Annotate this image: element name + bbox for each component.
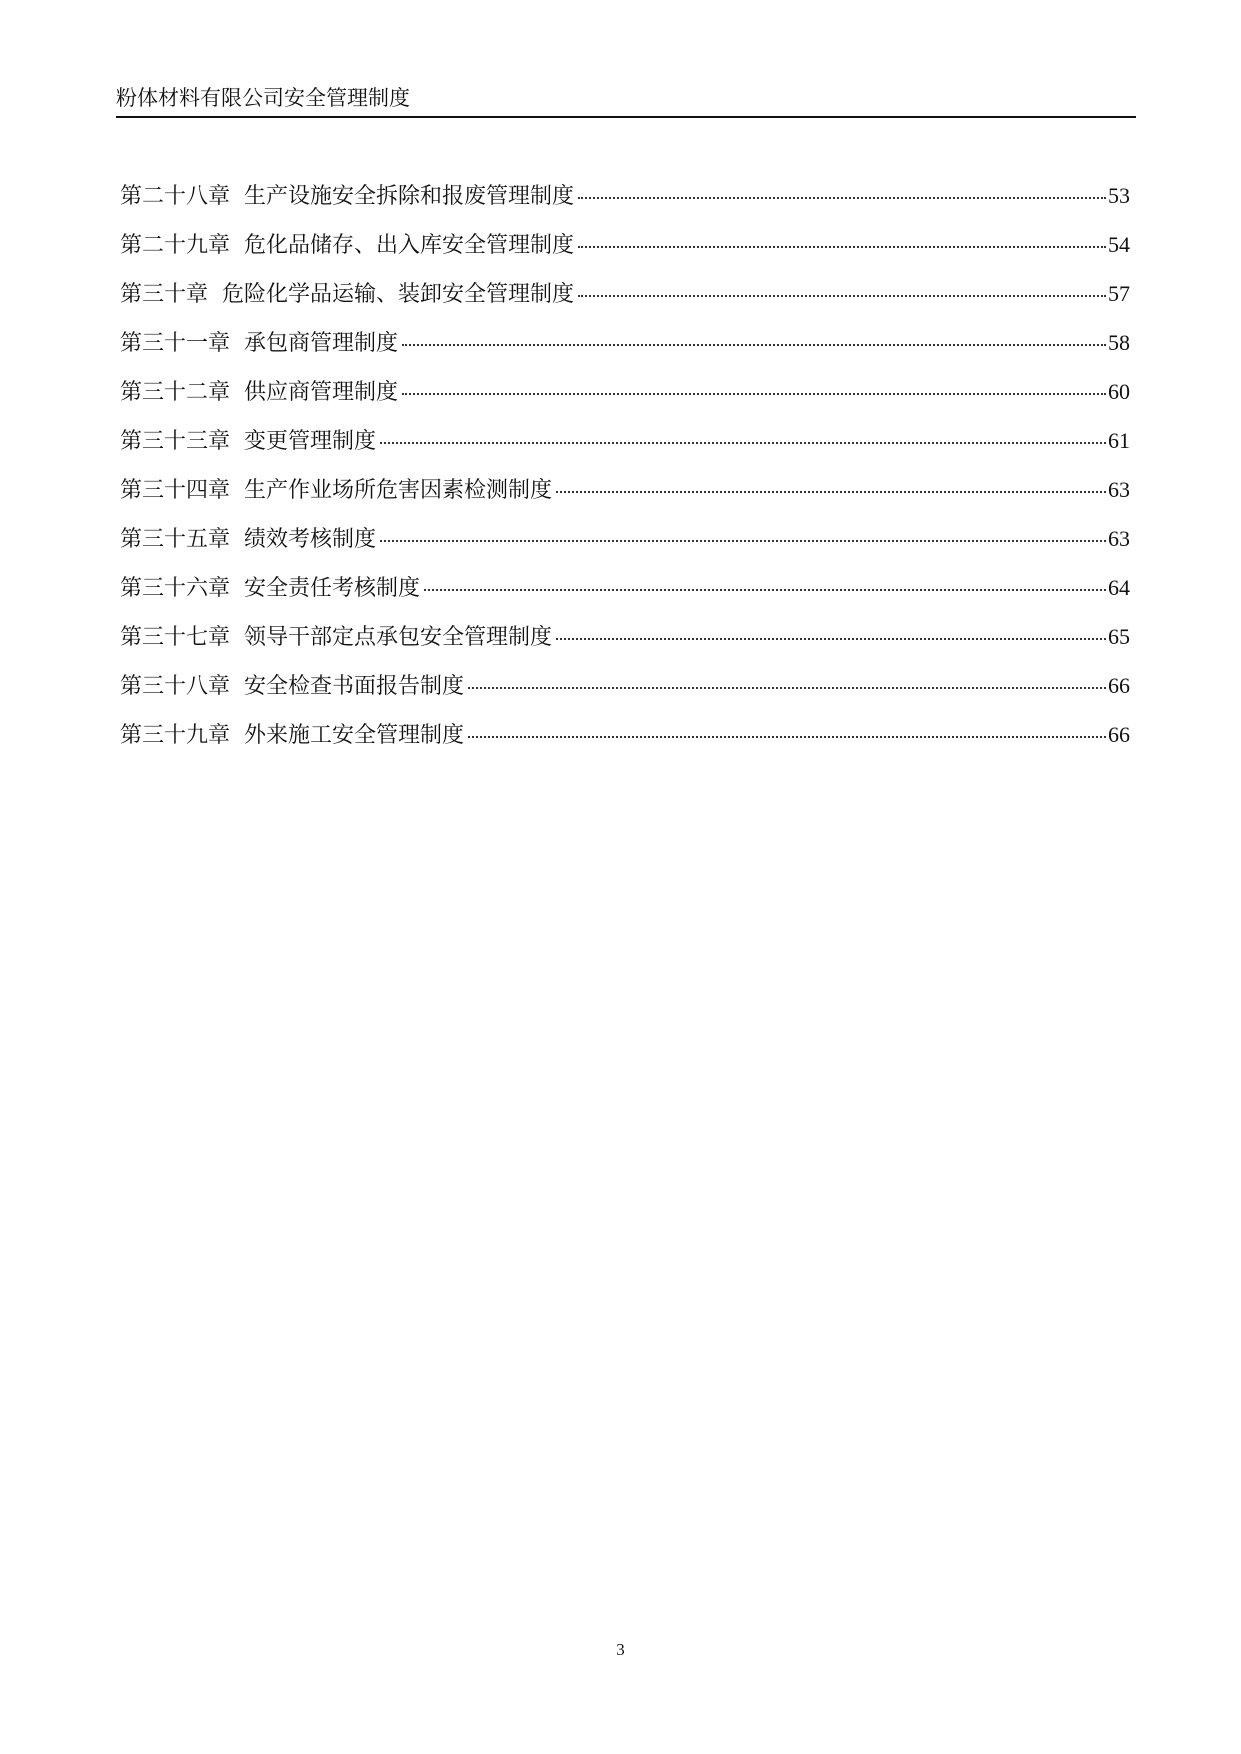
toc-title: 生产设施安全拆除和报废管理制度: [244, 184, 575, 209]
table-of-contents: [120, 182, 1130, 770]
toc-page-number: 60: [1108, 379, 1130, 404]
dot-leader: [578, 197, 1106, 199]
toc-page-number: 64: [1108, 575, 1130, 600]
toc-chapter: 第二十八章: [120, 184, 231, 209]
dot-leader: [424, 589, 1106, 591]
toc-title: 安全责任考核制度: [244, 576, 421, 601]
page-footer: [0, 1640, 1241, 1660]
toc-chapter: 第三十一章: [120, 331, 231, 356]
header-title: 粉体材料有限公司安全管理制度: [116, 86, 410, 110]
dot-leader: [380, 442, 1106, 444]
dot-leader: [402, 393, 1106, 395]
toc-title: 安全检查书面报告制度: [244, 674, 465, 699]
toc-chapter: 第三十三章: [120, 429, 231, 454]
toc-chapter: 第三十九章: [120, 723, 231, 748]
toc-entry-39[interactable]: [120, 721, 1130, 770]
toc-chapter: 第三十五章: [120, 527, 231, 552]
toc-page-number: 54: [1108, 232, 1130, 257]
toc-page-number: 66: [1108, 722, 1130, 747]
toc-chapter: 第三十八章: [120, 674, 231, 699]
toc-entry-31[interactable]: [120, 329, 1130, 378]
toc-title: 承包商管理制度: [244, 331, 399, 356]
toc-chapter: 第三十四章: [120, 478, 231, 503]
toc-title: 危化品储存、出入库安全管理制度: [244, 233, 575, 258]
toc-page-number: 65: [1108, 624, 1130, 649]
toc-page-number: 66: [1108, 673, 1130, 698]
dot-leader: [578, 246, 1106, 248]
dot-leader: [556, 638, 1106, 640]
toc-page-number: 53: [1108, 183, 1130, 208]
toc-page-number: 63: [1108, 526, 1130, 551]
toc-entry-38[interactable]: [120, 672, 1130, 721]
toc-chapter: 第二十九章: [120, 233, 231, 258]
dot-leader: [402, 344, 1106, 346]
toc-title: 领导干部定点承包安全管理制度: [244, 625, 553, 650]
toc-entry-36[interactable]: [120, 574, 1130, 623]
toc-chapter: 第三十六章: [120, 576, 231, 601]
toc-title: 生产作业场所危害因素检测制度: [244, 478, 553, 503]
dot-leader: [556, 491, 1106, 493]
toc-title: 外来施工安全管理制度: [244, 723, 465, 748]
toc-page-number: 63: [1108, 477, 1130, 502]
dot-leader: [578, 295, 1106, 297]
toc-title: 变更管理制度: [244, 429, 377, 454]
toc-chapter: 第三十章: [120, 282, 209, 307]
toc-entry-37[interactable]: [120, 623, 1130, 672]
toc-page-number: 58: [1108, 330, 1130, 355]
toc-title: 绩效考核制度: [244, 527, 377, 552]
toc-entry-28[interactable]: [120, 182, 1130, 231]
toc-entry-35[interactable]: [120, 525, 1130, 574]
toc-chapter: 第三十二章: [120, 380, 231, 405]
toc-chapter: 第三十七章: [120, 625, 231, 650]
toc-entry-29[interactable]: [120, 231, 1130, 280]
dot-leader: [468, 687, 1106, 689]
toc-entry-34[interactable]: [120, 476, 1130, 525]
toc-entry-33[interactable]: [120, 427, 1130, 476]
toc-page-number: 61: [1108, 428, 1130, 453]
toc-entry-30[interactable]: [120, 280, 1130, 329]
dot-leader: [380, 540, 1106, 542]
toc-entry-32[interactable]: [120, 378, 1130, 427]
toc-page-number: 57: [1108, 281, 1130, 306]
toc-title: 危险化学品运输、装卸安全管理制度: [222, 282, 575, 307]
toc-title: 供应商管理制度: [244, 380, 399, 405]
page-header: [116, 86, 1136, 118]
dot-leader: [468, 736, 1106, 738]
page-number: 3: [616, 1640, 625, 1659]
